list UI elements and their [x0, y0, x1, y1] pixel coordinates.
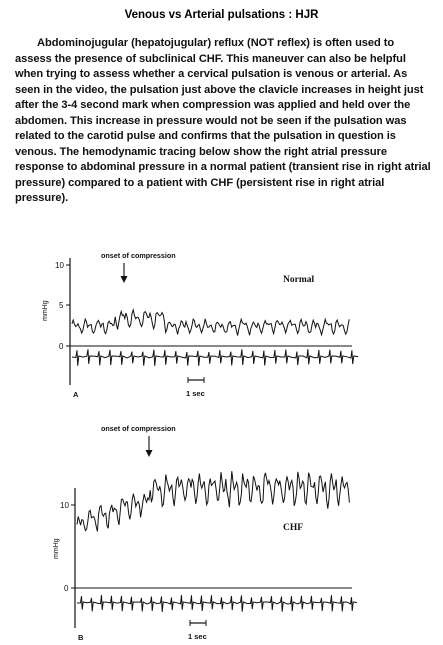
panel-b-ytick-10: 10 — [60, 501, 69, 510]
page-title: Venous vs Arterial pulsations : HJR — [124, 9, 319, 21]
panel-b-onset-label: onset of compression — [101, 424, 176, 433]
panel-a-ylabel: mmHg — [42, 300, 49, 321]
panel-a-normal — [42, 251, 358, 399]
panel-a-normal-label: Normal — [283, 275, 315, 285]
panel-b-scale-label: 1 sec — [188, 632, 207, 641]
panel-a-letter: A — [73, 390, 79, 399]
paragraph-text: Abdominojugular (hepatojugular) reflux (NOT reflex) is often used to assess the presence of subclinical CHF. This maneuver can also be helpful when trying to assess whether a cervical pulsation is venous or arterial. As seen in the video, the pulsation just above the clavicle increases in height just after the 3-4 second mark when compression was applied and held over the abdomen. This increase in pressure would not be seen if the pulsation was related to the carotid pulse and confirms that the pulsation in question is venous. The hemodynamic tracing below show the right atrial pressure response to abdominal pressure in a normal patient (transient rise in right atrial pressure) compared to a patient with CHF (persistent rise in right atrial pressure). — [15, 37, 431, 204]
panel-a-onset-label: onset of compression — [101, 251, 176, 260]
panel-b-letter: B — [78, 633, 84, 642]
panel-b-chf-label: CHF — [283, 523, 304, 533]
panel-a-onset-arrow-head — [121, 276, 128, 283]
panel-b-ytick-0: 0 — [64, 584, 69, 593]
panel-b-onset-arrow-head — [146, 450, 153, 457]
panel-a-reference-trace — [72, 349, 358, 366]
panel-a-pressure-trace — [72, 310, 349, 336]
panel-b-chf — [53, 424, 357, 642]
panel-b-ylabel: mmHg — [53, 538, 60, 559]
panel-a-ytick-5: 5 — [59, 301, 64, 310]
panel-a-scale-label: 1 sec — [186, 389, 205, 398]
panel-a-ytick-0: 0 — [59, 342, 64, 351]
panel-b-reference-trace — [77, 595, 357, 612]
panel-b-pressure-trace — [77, 471, 349, 531]
panel-a-ytick-10: 10 — [55, 261, 64, 270]
